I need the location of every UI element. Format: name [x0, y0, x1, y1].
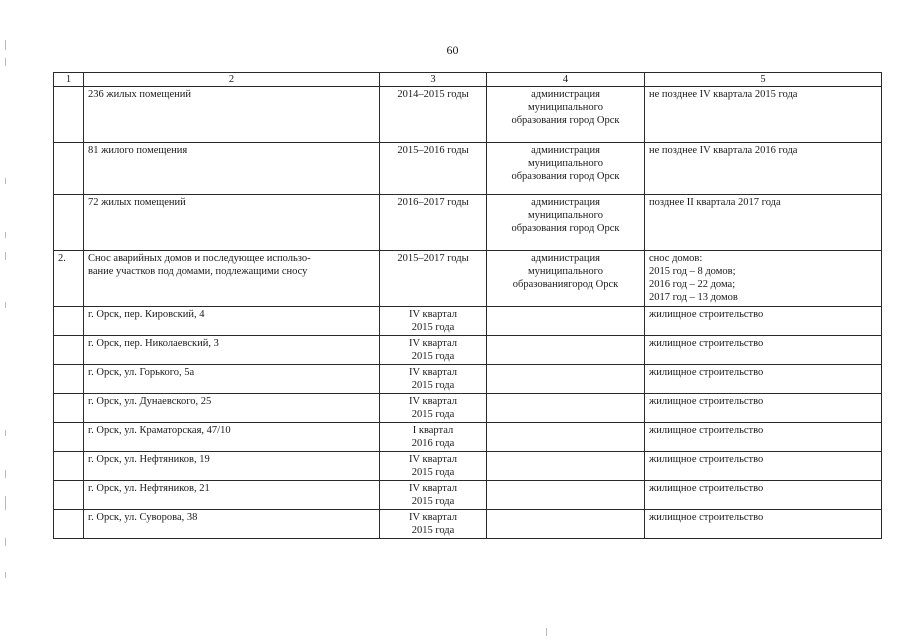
- table-row: [54, 143, 882, 195]
- table-row: [54, 481, 882, 510]
- table-row: [54, 452, 882, 481]
- row-period: IV квартал 2015 года: [380, 510, 487, 539]
- table-row: [54, 394, 882, 423]
- row-number: [54, 365, 84, 394]
- row-period: IV квартал 2015 года: [380, 394, 487, 423]
- row-result: жилищное строительство: [645, 365, 882, 394]
- row-period: IV квартал 2015 года: [380, 307, 487, 336]
- table-row: [54, 307, 882, 336]
- row-number: [54, 510, 84, 539]
- row-name: 81 жилого помещения: [84, 143, 380, 195]
- table-row: [54, 251, 882, 307]
- table-row: [54, 423, 882, 452]
- row-name: г. Орск, ул. Суворова, 38: [84, 510, 380, 539]
- row-period: 2014–2015 годы: [380, 87, 487, 143]
- scan-mark: [546, 628, 547, 636]
- page-number: 60: [446, 43, 459, 57]
- table-row: [54, 87, 882, 143]
- row-responsible: администрация муниципального образованиягород Орск: [487, 251, 645, 307]
- row-result: не позднее IV квартала 2016 года: [645, 143, 882, 195]
- row-name: г. Орск, ул. Нефтяников, 21: [84, 481, 380, 510]
- row-responsible: [487, 481, 645, 510]
- row-number: [54, 336, 84, 365]
- scan-edge-marks: [0, 0, 12, 640]
- row-result: жилищное строительство: [645, 336, 882, 365]
- row-number: 2.: [54, 251, 84, 307]
- row-number: [54, 87, 84, 143]
- row-number: [54, 452, 84, 481]
- row-result: жилищное строительство: [645, 394, 882, 423]
- row-result: жилищное строительство: [645, 510, 882, 539]
- row-responsible: администрация муниципального образования город Орск: [487, 87, 645, 143]
- row-number: [54, 307, 84, 336]
- row-number: [54, 481, 84, 510]
- table-row: [54, 365, 882, 394]
- row-responsible: [487, 307, 645, 336]
- row-name: г. Орск, пер. Кировский, 4: [84, 307, 380, 336]
- row-result: жилищное строительство: [645, 307, 882, 336]
- row-period: IV квартал 2015 года: [380, 481, 487, 510]
- row-number: [54, 394, 84, 423]
- row-name: 236 жилых помещений: [84, 87, 380, 143]
- row-result: не позднее IV квартала 2015 года: [645, 87, 882, 143]
- row-period: 2016–2017 годы: [380, 195, 487, 251]
- row-name: г. Орск, ул. Горького, 5а: [84, 365, 380, 394]
- row-period: IV квартал 2015 года: [380, 365, 487, 394]
- header-col-3: 3: [380, 73, 487, 87]
- row-number: [54, 143, 84, 195]
- row-period: 2015–2016 годы: [380, 143, 487, 195]
- header-col-2: 2: [84, 73, 380, 87]
- row-responsible: [487, 336, 645, 365]
- row-result: жилищное строительство: [645, 423, 882, 452]
- row-responsible: администрация муниципального образования город Орск: [487, 195, 645, 251]
- row-number: [54, 423, 84, 452]
- row-name: г. Орск, ул. Дунаевского, 25: [84, 394, 380, 423]
- row-responsible: [487, 423, 645, 452]
- table-row: [54, 336, 882, 365]
- table-row: [54, 510, 882, 539]
- row-period: IV квартал 2015 года: [380, 336, 487, 365]
- program-table: [53, 72, 882, 539]
- row-result: снос домов: 2015 год – 8 домов; 2016 год – 22 дома; 2017 год – 13 домов: [645, 251, 882, 307]
- row-number: [54, 195, 84, 251]
- row-responsible: [487, 452, 645, 481]
- table-row: [54, 195, 882, 251]
- header-col-1: 1: [54, 73, 84, 87]
- row-period: I квартал 2016 года: [380, 423, 487, 452]
- header-col-4: 4: [487, 73, 645, 87]
- row-name: г. Орск, ул. Краматорская, 47/10: [84, 423, 380, 452]
- row-result: жилищное строительство: [645, 481, 882, 510]
- row-responsible: [487, 365, 645, 394]
- row-name: г. Орск, пер. Николаевский, 3: [84, 336, 380, 365]
- row-name: Снос аварийных домов и последующее использо- вание участков под домами, подлежащими сносу: [84, 251, 380, 307]
- header-row: [54, 73, 882, 87]
- row-responsible: [487, 394, 645, 423]
- row-period: IV квартал 2015 года: [380, 452, 487, 481]
- row-name: г. Орск, ул. Нефтяников, 19: [84, 452, 380, 481]
- row-responsible: администрация муниципального образования город Орск: [487, 143, 645, 195]
- row-result: жилищное строительство: [645, 452, 882, 481]
- row-responsible: [487, 510, 645, 539]
- header-col-5: 5: [645, 73, 882, 87]
- row-result: позднее II квартала 2017 года: [645, 195, 882, 251]
- row-name: 72 жилых помещений: [84, 195, 380, 251]
- row-period: 2015–2017 годы: [380, 251, 487, 307]
